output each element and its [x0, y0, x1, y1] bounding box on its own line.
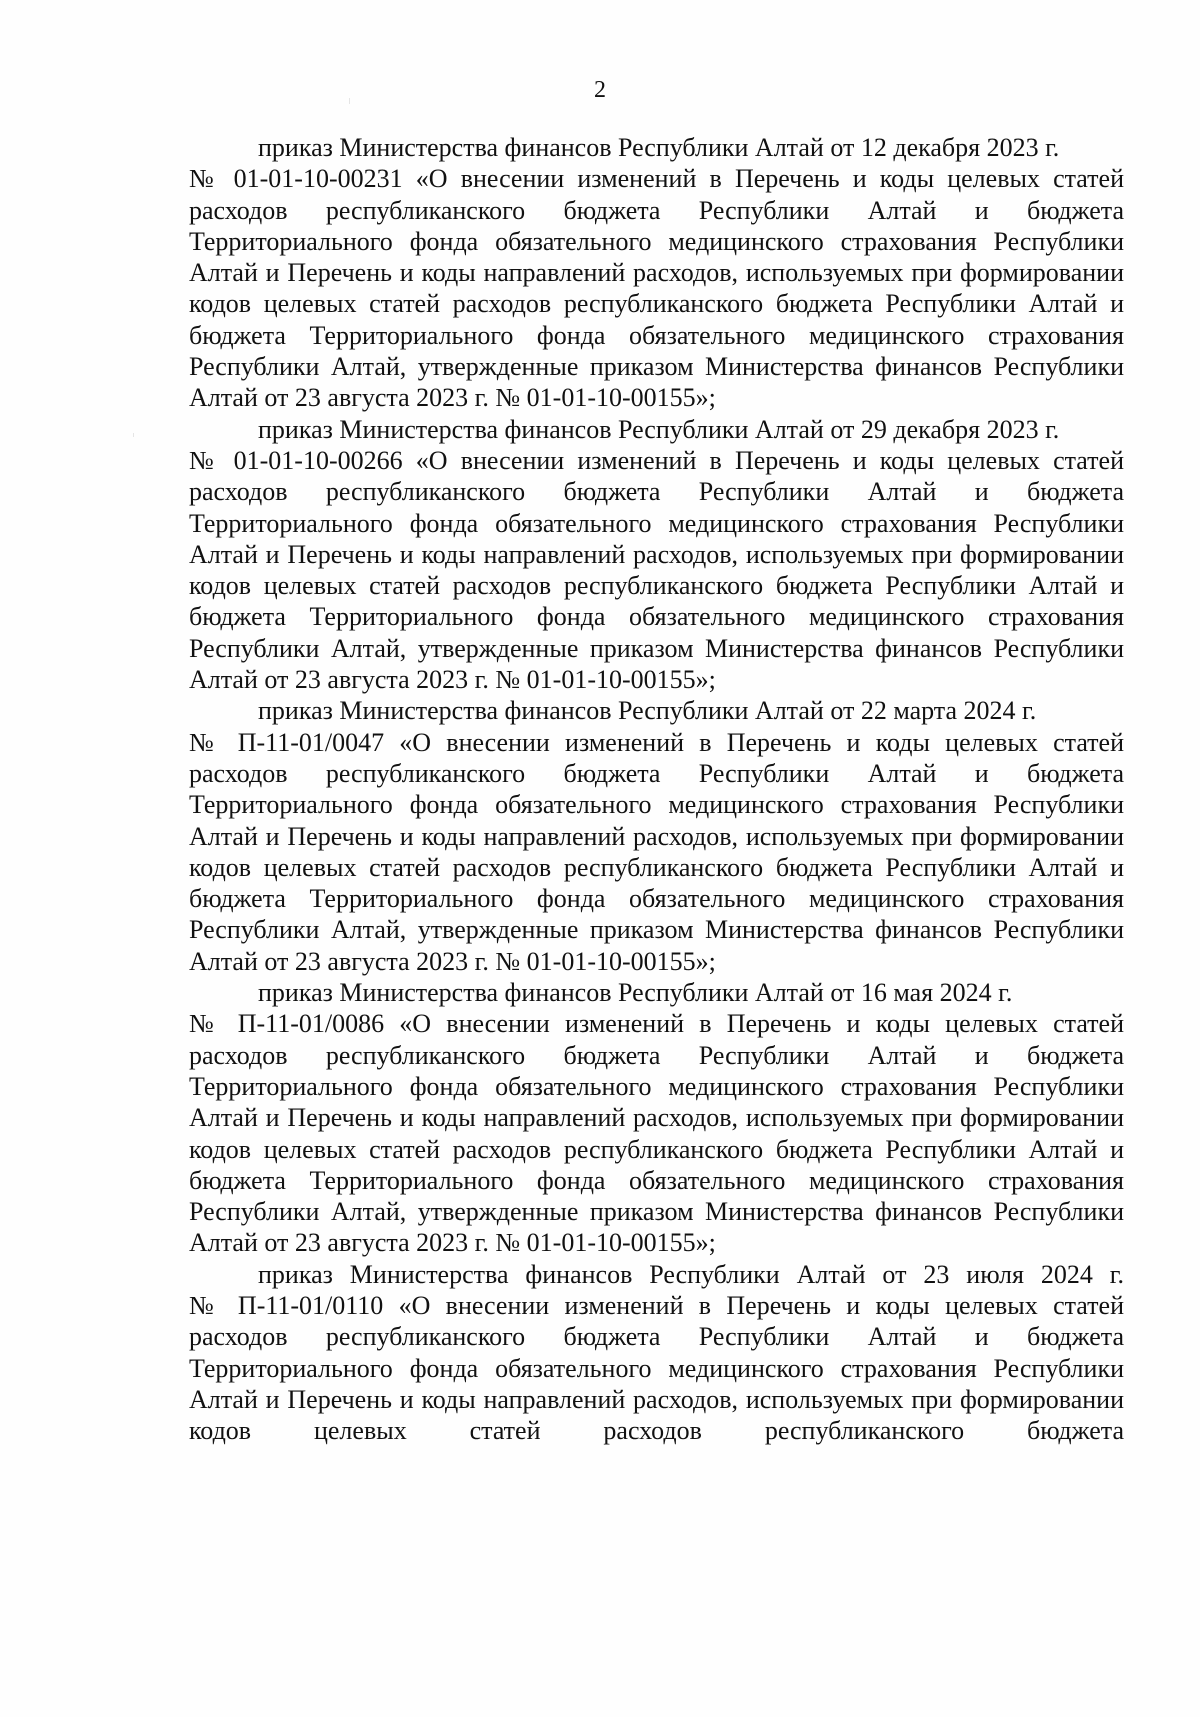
page-number: 2 — [594, 77, 606, 103]
paragraph-intro: приказ Министерства финансов Республики Алтай от 12 декабря 2023 г. — [258, 133, 1060, 162]
paragraph-intro: приказ Министерства финансов Республики Алтай от 23 июля 2024 г. — [258, 1259, 1124, 1289]
order-paragraph — [189, 414, 1124, 696]
order-paragraph — [189, 132, 1124, 414]
document-body — [189, 132, 1124, 1446]
order-paragraph-continued — [189, 1259, 1124, 1447]
paragraph-body: № П-11-01/0110 «О внесении изменений в Перечень и коды целевых статей расходов республиканского бюджета Республики Алтай и бюджета Территориального фонда обязательного медицинского страхования Республики Алтай и Перечень и коды направлений расходов, используемых при формировании кодов целевых статей расходов республиканского бюджета — [189, 1290, 1124, 1446]
paragraph-body: № 01-01-10-00266 «О внесении изменений в Перечень и коды целевых статей расходов республиканского бюджета Республики Алтай и бюджета Территориального фонда обязательного медицинского страхования Республики Алтай и Перечень и коды направлений расходов, используемых при формировании кодов целевых статей расходов республиканского бюджета Республики Алтай и бюджета Территориального фонда обязательного медицинского страхования Республики Алтай, утвержденные приказом Министерства финансов Республики Алтай от 23 августа 2023 г. № 01-01-10-00155»; — [189, 445, 1124, 695]
paragraph-body: № П-11-01/0047 «О внесении изменений в Перечень и коды целевых статей расходов республиканского бюджета Республики Алтай и бюджета Территориального фонда обязательного медицинского страхования Республики Алтай и Перечень и коды направлений расходов, используемых при формировании кодов целевых статей расходов республиканского бюджета Республики Алтай и бюджета Территориального фонда обязательного медицинского страхования Республики Алтай, утвержденные приказом Министерства финансов Республики Алтай от 23 августа 2023 г. № 01-01-10-00155»; — [189, 727, 1124, 976]
order-paragraph — [189, 977, 1124, 1259]
order-paragraph — [189, 695, 1124, 977]
paragraph-body: № 01-01-10-00231 «О внесении изменений в Перечень и коды целевых статей расходов республиканского бюджета Республики Алтай и бюджета Территориального фонда обязательного медицинского страхования Республики Алтай и Перечень и коды направлений расходов, используемых при формировании кодов целевых статей расходов республиканского бюджета Республики Алтай и бюджета Территориального фонда обязательного медицинского страхования Республики Алтай, утвержденные приказом Министерства финансов Республики Алтай от 23 августа 2023 г. № 01-01-10-00155»; — [189, 164, 1124, 413]
paragraph-intro: приказ Министерства финансов Республики Алтай от 29 декабря 2023 г. — [258, 414, 1060, 444]
scan-mark — [133, 433, 134, 437]
paragraph-intro: приказ Министерства финансов Республики Алтай от 16 мая 2024 г. — [258, 978, 1013, 1008]
paragraph-intro: приказ Министерства финансов Республики Алтай от 22 марта 2024 г. — [258, 696, 1037, 726]
paragraph-body: № П-11-01/0086 «О внесении изменений в Перечень и коды целевых статей расходов республиканского бюджета Республики Алтай и бюджета Территориального фонда обязательного медицинского страхования Республики Алтай и Перечень и коды направлений расходов, используемых при формировании кодов целевых статей расходов республиканского бюджета Республики Алтай и бюджета Территориального фонда обязательного медицинского страхования Республики Алтай, утвержденные приказом Министерства финансов Республики Алтай от 23 августа 2023 г. № 01-01-10-00155»; — [189, 1009, 1124, 1258]
